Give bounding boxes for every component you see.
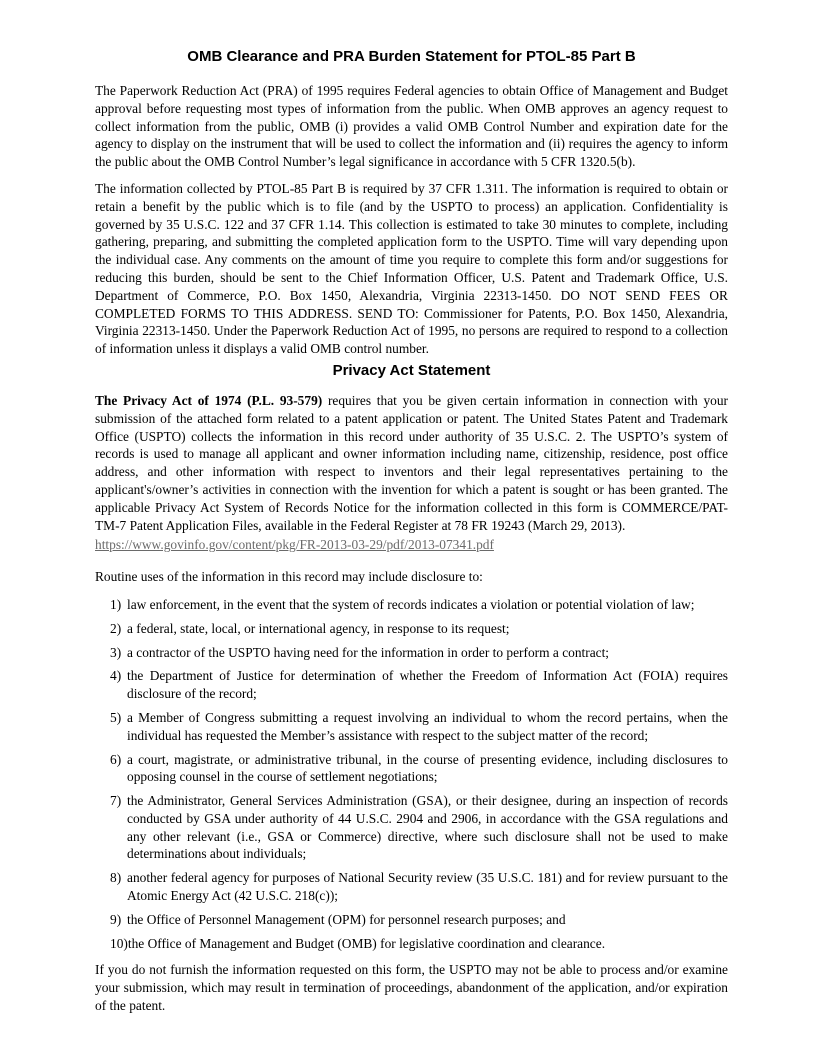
list-item (110, 667, 728, 703)
pra-paragraph-1: The Paperwork Reduction Act (PRA) of 1995 requires Federal agencies to obtain Office of Management and Budget approval before requesting most types of information from the public. When OMB approves an agency request to collect information from the public, OMB (i) provides a valid OMB Control Number and expiration date for the agency to display on the instrument that will be used to collect the information and (ii) requires the agency to inform the public about the OMB Control Number’s legal significance in accordance with 5 CFR 1320.5(b). (95, 83, 728, 170)
list-item (110, 596, 728, 614)
list-item (110, 620, 728, 638)
list-item-text: the Office of Personnel Management (OPM) for personnel research purposes; and (127, 911, 566, 927)
privacy-act-heading: Privacy Act Statement (332, 361, 491, 379)
list-item-text: another federal agency for purposes of National Security review (35 U.S.C. 181) and for review pursuant to the Atomic Energy Act (42 U.S.C. 218(c)); (127, 870, 728, 904)
federal-register-link-row (95, 536, 728, 554)
document-content (95, 48, 728, 1015)
list-item (110, 792, 728, 863)
list-item-text: the Administrator, General Services Administration (GSA), or their designee, during an inspection of records conducted by GSA under authority of 44 U.S.C. 2904 and 2906, in accordance with the GSA regulations and any other relevant (i.e., GSA or Commerce) directive, where such disclosure shall not be used to make determinations about individuals; (127, 793, 728, 862)
list-item-number: 7) (110, 793, 122, 809)
list-item (110, 751, 728, 787)
federal-register-link[interactable]: https://www.govinfo.gov/content/pkg/FR-2013-03-29/pdf/2013-07341.pdf (95, 537, 494, 553)
list-item-text: a contractor of the USPTO having need for the information in order to perform a contract; (127, 644, 610, 660)
list-item (110, 869, 728, 905)
closing-paragraph: If you do not furnish the information requested on this form, the USPTO may not be able to process and/or examine your submission, which may result in termination of proceedings, abandonment of the application, and/or expiration of the patent. (95, 962, 728, 1014)
list-item-number: 2) (110, 620, 122, 636)
privacy-lead-bold: The Privacy Act of 1974 (P.L. 93-579) (95, 392, 323, 408)
list-item-text: law enforcement, in the event that the system of records indicates a violation or potential violation of law; (127, 596, 695, 612)
list-item (110, 911, 728, 929)
list-item-text: a Member of Congress submitting a request involving an individual to whom the record pertains, when the individual has requested the Member’s assistance with respect to the subject matter of the record; (127, 709, 728, 743)
list-item-number: 6) (110, 751, 122, 767)
list-item-text: the Department of Justice for determination of whether the Freedom of Information Act (FOIA) requires disclosure of the record; (127, 668, 728, 702)
list-item-text: a federal, state, local, or international agency, in response to its request; (127, 620, 510, 636)
routine-uses-lead: Routine uses of the information in this record may include disclosure to: (95, 569, 483, 585)
list-item (110, 644, 728, 662)
list-item-number: 3) (110, 644, 122, 660)
list-item-number: 10) (110, 935, 128, 951)
privacy-lead-rest: requires that you be given certain information in connection with your submission of the attached form related to a patent application or patent. The United States Patent and Trademark Office (USPTO) collects the information in this record under authority of 35 U.S.C. 2. The USPTO’s system of records is used to manage all applicant and owner information including name, citizenship, residence, post office address, and other information with respect to inventors and their legal representatives pertaining to the applicant's/owner’s activities in connection with the invention for which a patent is sought or has been granted. The applicable Privacy Act System of Records Notice for the information collected in this form is COMMERCE/PAT-TM-7 Patent Application Files, available in the Federal Register at 78 FR 19243 (March 29, 2013). (95, 392, 729, 533)
list-item-number: 5) (110, 709, 122, 725)
list-item-number: 1) (110, 596, 122, 612)
list-item (110, 935, 728, 953)
list-item-number: 4) (110, 668, 122, 684)
list-item-text: the Office of Management and Budget (OMB) for legislative coordination and clearance. (127, 935, 606, 951)
privacy-paragraph (95, 392, 728, 534)
routine-uses-list (110, 596, 728, 953)
pra-paragraph-2: The information collected by PTOL-85 Part B is required by 37 CFR 1.311. The information is required to obtain or retain a benefit by the public which is to file (and by the USPTO to process) an application. Confidentiality is governed by 35 U.S.C. 122 and 37 CFR 1.14. This collection is estimated to take 30 minutes to complete, including gathering, preparing, and submitting the completed application form to the USPTO. Time will vary depending upon the individual case. Any comments on the amount of time you require to complete this form and/or suggestions for reducing this burden, should be sent to the Chief Information Officer, U.S. Patent and Trademark Office, U.S. Department of Commerce, P.O. Box 1450, Alexandria, Virginia 22313-1450. DO NOT SEND FEES OR COMPLETED FORMS TO THIS ADDRESS. SEND TO: Commissioner for Patents, P.O. Box 1450, Alexandria, Virginia 22313-1450. Under the Paperwork Reduction Act of 1995, no persons are required to respond to a collection of information unless it displays a valid OMB control number. (95, 180, 728, 357)
list-item (110, 709, 728, 745)
page-title: OMB Clearance and PRA Burden Statement for PTOL-85 Part B (187, 48, 636, 65)
list-item-number: 8) (110, 870, 122, 886)
list-item-text: a court, magistrate, or administrative tribunal, in the course of presenting evidence, including disclosures to opposing counsel in the course of settlement negotiations; (127, 751, 728, 785)
list-item-number: 9) (110, 911, 122, 927)
